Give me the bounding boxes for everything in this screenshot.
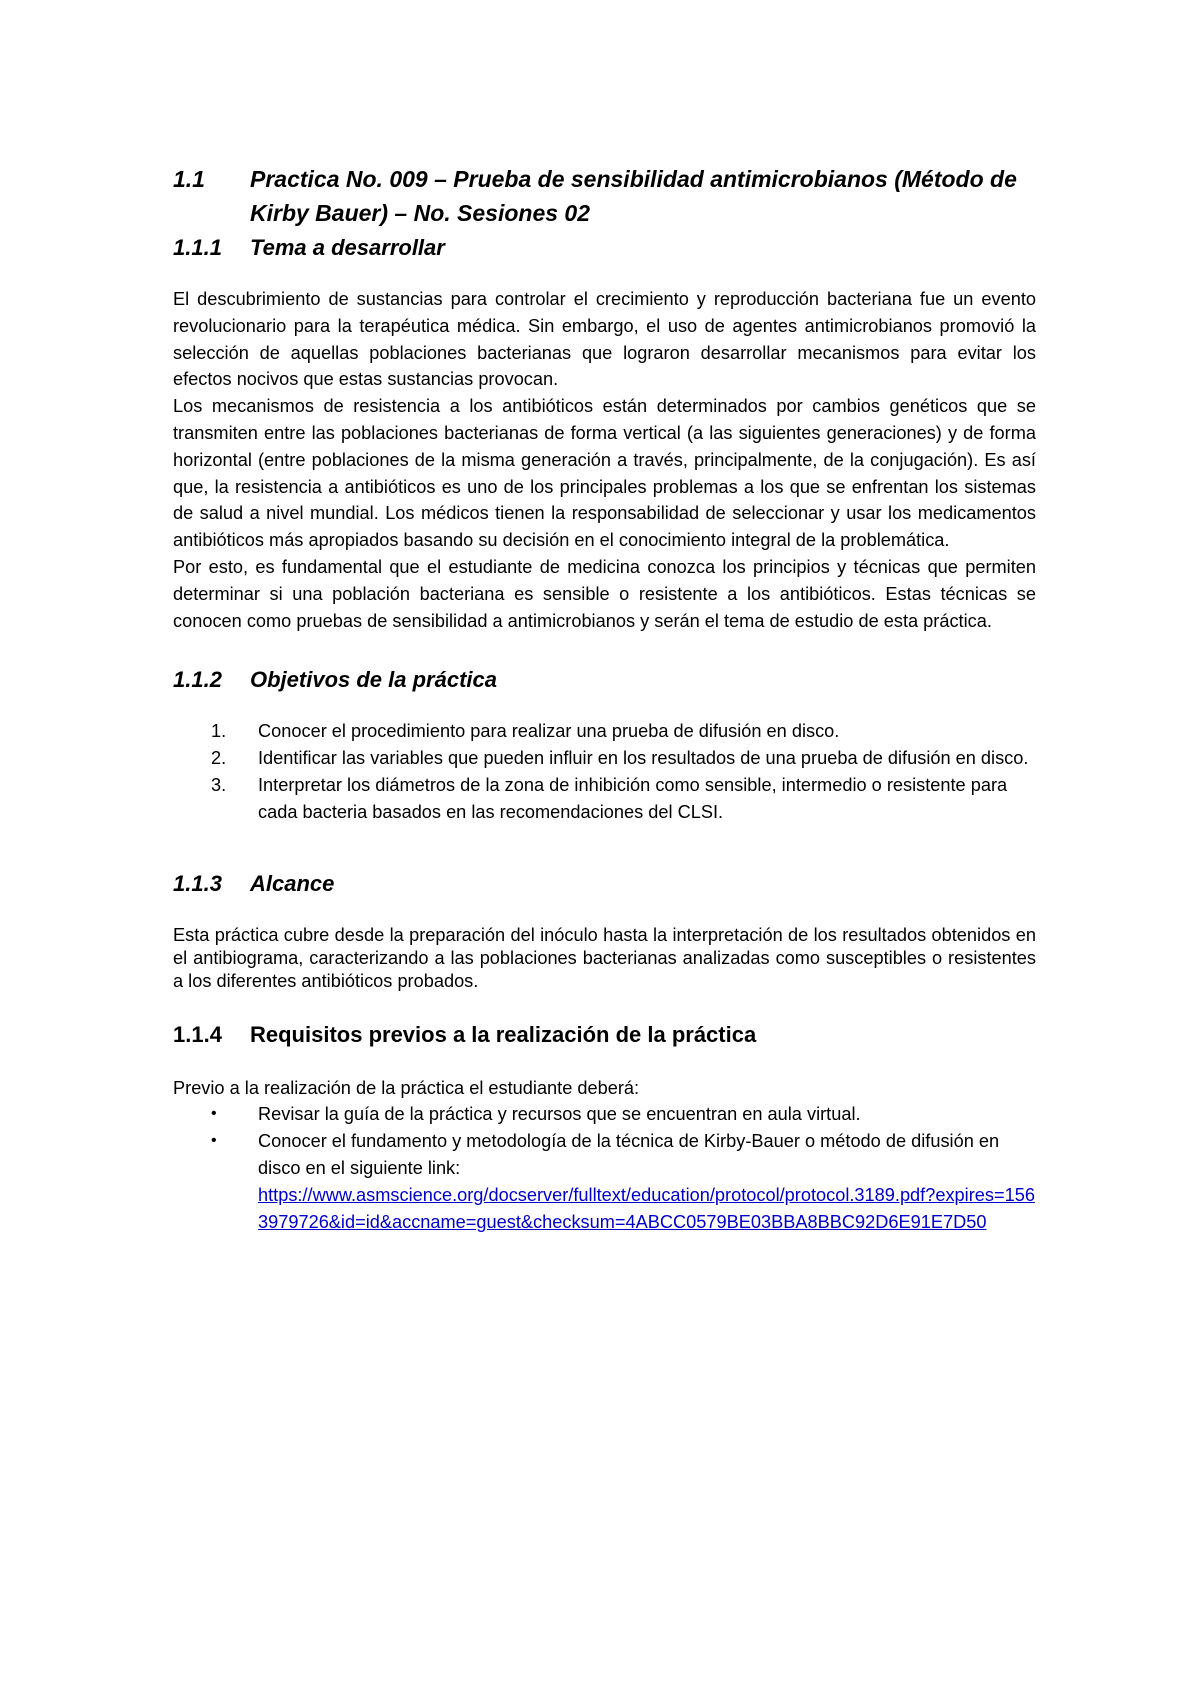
- tema-body: [173, 286, 1036, 634]
- section-title: Practica No. 009 – Prueba de sensibilidad antimicrobianos (Método de Kirby Bauer) – No. Sesiones 02: [250, 166, 1017, 226]
- section-heading: [173, 162, 1036, 230]
- protocol-link[interactable]: https://www.asmscience.org/docserver/fulltext/education/protocol/protocol.3189.pdf?expires=1563979726&id=id&accname=guest&checksum=4ABCC0579BE03BBA8BBC92D6E91E7D50: [258, 1184, 1035, 1232]
- tema-paragraph: Los mecanismos de resistencia a los antibióticos están determinados por cambios genéticos que se transmiten entre las poblaciones bacterianas de forma vertical (a las siguientes generaciones) y de forma horizontal (entre poblaciones de la misma generación a través, principalmente, de la conjugación). Es así que, la resistencia a antibióticos es uno de los principales problemas a los que se enfrentan los sistemas de salud a nivel mundial. Los médicos tienen la responsabilidad de seleccionar y usar los medicamentos antibióticos más apropiados basando su decisión en el conocimiento integral de la problemática.: [173, 396, 1036, 551]
- list-item-body: [258, 1128, 1036, 1235]
- list-item: [173, 718, 1036, 745]
- bullet: •: [211, 1132, 217, 1150]
- alcance-paragraph: Esta práctica cubre desde la preparación del inóculo hasta la interpretación de los resultados obtenidos en el antibiograma, caracterizando a las poblaciones bacterianas analizadas como susceptibles o resistentes a los diferentes antibióticos probados.: [173, 924, 1036, 991]
- page-content: [173, 162, 1036, 1235]
- list-item-text: Revisar la guía de la práctica y recursos que se encuentran en aula virtual.: [258, 1104, 861, 1125]
- requisitos-list: [173, 1101, 1036, 1235]
- objetivos-title: Objetivos de la práctica: [250, 667, 497, 693]
- section-number: 1.1: [173, 166, 205, 192]
- tema-heading: [173, 234, 1036, 262]
- tema-number: 1.1.1: [173, 235, 222, 260]
- objetivos-number: 1.1.2: [173, 667, 222, 693]
- list-item: [173, 745, 1036, 772]
- alcance-heading: [173, 870, 1036, 898]
- tema-paragraph: Por esto, es fundamental que el estudiante de medicina conozca los principios y técnicas que permiten determinar si una población bacteriana es sensible o resistente a los antibióticos. Estas técnicas se conocen como pruebas de sensibilidad a antimicrobianos y serán el tema de estudio de esta práctica.: [173, 556, 1036, 631]
- list-item-text: Conocer el fundamento y metodología de la técnica de Kirby-Bauer o método de difusión en disco en el siguiente link:: [258, 1131, 1000, 1178]
- list-item-text: Identificar las variables que pueden influir en los resultados de una prueba de difusión en disco.: [258, 748, 1029, 769]
- list-item: [173, 1101, 1036, 1128]
- list-number: 1.: [211, 721, 227, 742]
- requisitos-number: 1.1.4: [173, 1021, 222, 1047]
- list-number: 3.: [211, 774, 227, 795]
- list-item: [173, 1128, 1036, 1235]
- objetivos-heading: [173, 666, 1036, 694]
- objetivos-list: [173, 718, 1036, 825]
- requisitos-title: Requisitos previos a la realización de la práctica: [250, 1021, 757, 1047]
- list-item-text: Interpretar los diámetros de la zona de inhibición como sensible, intermedio o resistente para cada bacteria basados en las recomendaciones del CLSI.: [258, 774, 1008, 822]
- alcance-number: 1.1.3: [173, 870, 222, 896]
- bullet: •: [211, 1105, 217, 1123]
- list-item-text: Conocer el procedimiento para realizar una prueba de difusión en disco.: [258, 721, 840, 742]
- requisitos-heading: [173, 1021, 1036, 1049]
- requisitos-intro: Previo a la realización de la práctica el estudiante deberá:: [173, 1077, 640, 1098]
- list-item: [173, 772, 1036, 826]
- tema-paragraph: El descubrimiento de sustancias para controlar el crecimiento y reproducción bacteriana fue un evento revolucionario para la terapéutica médica. Sin embargo, el uso de agentes antimicrobianos promovió la selección de aquellas poblaciones bacterianas que lograron desarrollar mecanismos para evitar los efectos nocivos que estas sustancias provocan.: [173, 289, 1036, 390]
- alcance-title: Alcance: [250, 870, 335, 896]
- list-number: 2.: [211, 748, 227, 769]
- tema-title: Tema a desarrollar: [250, 235, 445, 260]
